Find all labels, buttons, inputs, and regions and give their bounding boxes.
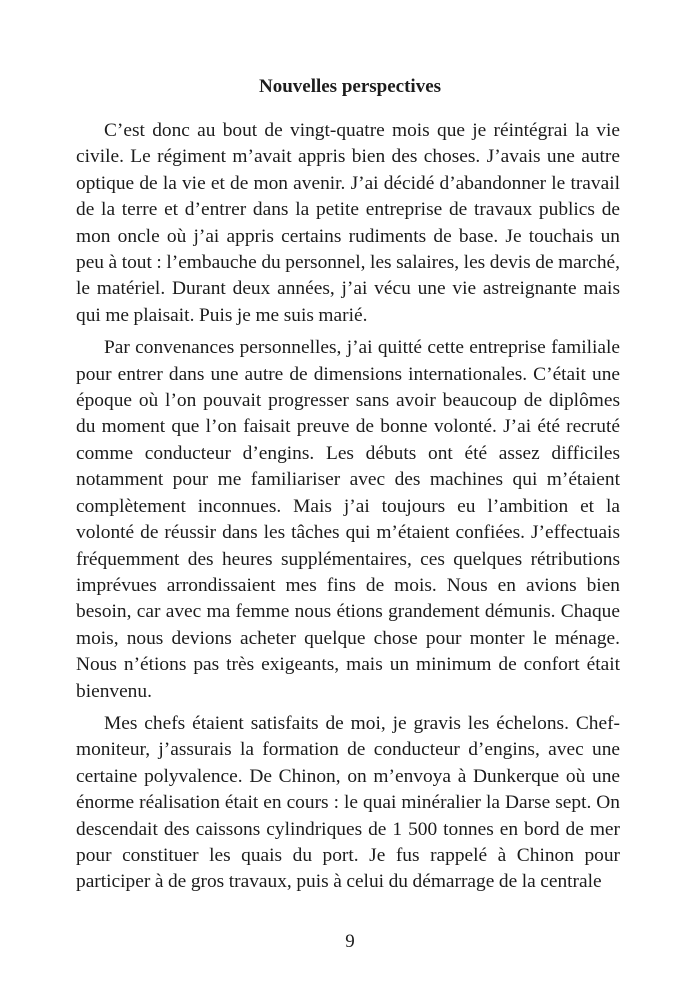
paragraph-1: C’est donc au bout de vingt-quatre mois que je réintégrai la vie civile. Le régiment m’avait appris bien des choses. J’avais une autre optique de la vie et de mon avenir. J’ai décidé d’abandonner le travail de la terre et d’entrer dans la petite entreprise de travaux publics de mon oncle où j’ai appris certains rudiments de base. Je touchais un peu à tout : l’embauche du personnel, les salaires, les devis de marché, le matériel. Durant deux années, j’ai vécu une vie astreignante mais qui me plaisait. Puis je me suis marié. bbox=[76, 120, 620, 326]
body-text bbox=[76, 118, 620, 902]
page-number: 9 bbox=[345, 931, 355, 952]
chapter-title: Nouvelles perspectives bbox=[258, 76, 442, 97]
paragraph-3: Mes chefs étaient satisfaits de moi, je gravis les échelons. Chef-moniteur, j’assurais la formation de conducteur d’engins, avec une certaine polyvalence. De Chinon, on m’envoya à Dunkerque où une énorme réalisation était en cours : le quai minéralier la Darse sept. On descendait des caissons cylindriques de 1 500 tonnes en bord de mer pour constituer les quais du port. Je fus rappelé à Chinon pour participer à de gros travaux, puis à celui du démarrage de la centrale bbox=[76, 712, 620, 893]
paragraph-2: Par convenances personnelles, j’ai quitté cette entreprise familiale pour entrer dans une autre de dimensions internationales. C’était une époque où l’on pouvait progresser sans avoir beaucoup de diplômes du moment que l’on faisait preuve de bonne volonté. J’ai été recruté comme conducteur d’engins. Les débuts ont été assez difficiles notamment pour me familiariser avec des machines qui m’étaient complètement inconnues. Mais j’ai toujours eu l’ambition et la volonté de réussir dans les tâches qui m’étaient confiées. J’effectuais fréquemment des heures supplémentaires, ces quelques rétributions imprévues arrondissaient mes fins de mois. Nous en avions bien besoin, car avec ma femme nous étions grandement démunis. Chaque mois, nous devions acheter quelque chose pour monter le ménage. Nous n’étions pas très exigeants, mais un minimum de confort était bienvenu. bbox=[76, 337, 620, 702]
